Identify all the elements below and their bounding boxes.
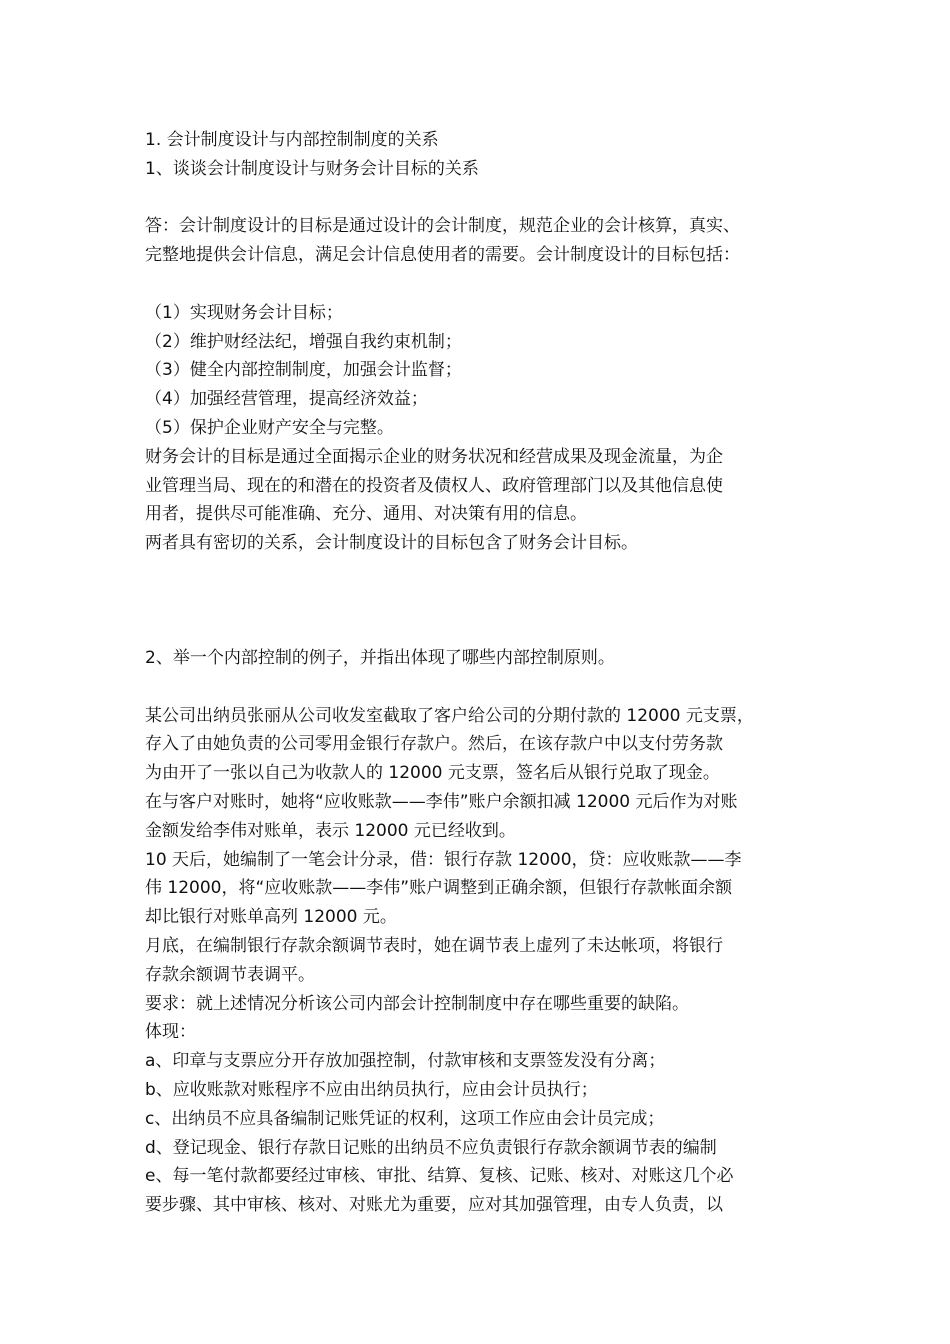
- paragraph-line: 要求：就上述情况分析该公司内部会计控制制度中存在哪些重要的缺陷。: [145, 993, 689, 1014]
- spacer: [145, 184, 825, 213]
- list-item: e、每一笔付款都要经过审核、审批、结算、复核、记账、核对、对账这几个必: [145, 1166, 734, 1187]
- section-heading: 1. 会计制度设计与内部控制制度的关系: [145, 130, 439, 150]
- question-1-answer: [145, 212, 825, 270]
- list-item: a、印章与支票应分开存放加强控制，付款审核和支票签发没有分离；: [145, 1051, 666, 1072]
- paragraph-line: 伟 12000，将“应收账款——李伟”账户调整到正确余额，但银行存款帐面余额: [145, 878, 733, 899]
- paragraph-line: 存入了由她负责的公司零用金银行存款户。然后，在该存款户中以支付劳务款: [145, 734, 723, 755]
- list-item: b、应收账款对账程序不应由出纳员执行，应由会计员执行；: [145, 1079, 598, 1100]
- list-item: （5）保护企业财产安全与完整。: [145, 417, 394, 438]
- paragraph-line: 存款余额调节表调平。: [145, 964, 315, 985]
- question-2-title: 2、举一个内部控制的例子，并指出体现了哪些内部控制原则。: [145, 647, 615, 668]
- paragraph-line: 完整地提供会计信息，满足会计信息使用者的需要。会计制度设计的目标包括：: [145, 245, 740, 266]
- paragraph-line: 财务会计的目标是通过全面揭示企业的财务状况和经营成果及现金流量，为企: [145, 446, 723, 467]
- paragraph-line: 为由开了一张以自己为收款人的 12000 元支票，签名后从银行兑取了现金。: [145, 763, 720, 784]
- question-1-title: 1、谈谈会计制度设计与财务会计目标的关系: [145, 158, 479, 179]
- list-item: 要步骤、其中审核、核对、对账尤为重要，应对其加强管理，由专人负责，以: [145, 1195, 723, 1216]
- spacer: [145, 673, 825, 702]
- paragraph-line: 10 天后，她编制了一笔会计分录，借：银行存款 12000，贷：应收账款——李: [145, 849, 742, 870]
- list-item: （4）加强经营管理，提高经济效益；: [145, 389, 428, 410]
- paragraph-line: 体现：: [145, 1022, 196, 1043]
- paragraph-line: 答：会计制度设计的目标是通过设计的会计制度，规范企业的会计核算，真实、: [145, 216, 740, 237]
- spacer: [145, 270, 825, 299]
- paragraph-line: 金额发给李伟对账单，表示 12000 元已经收到。: [145, 820, 516, 841]
- paragraph-line: 两者具有密切的关系，会计制度设计的目标包含了财务会计目标。: [145, 533, 638, 554]
- paragraph-line: 在与客户对账时，她将“应收账款——李伟”账户余额扣减 12000 元后作为对账: [145, 791, 738, 812]
- list-item: （3）健全内部控制制度，加强会计监督；: [145, 360, 462, 381]
- document-page: [145, 126, 825, 1220]
- spacer: [145, 558, 825, 644]
- paragraph-line: 业管理当局、现在的和潜在的投资者及债权人、政府管理部门以及其他信息使: [145, 475, 723, 496]
- goals-list: [145, 299, 825, 443]
- list-item: c、出纳员不应具备编制记账凭证的权利，这项工作应由会计员完成；: [145, 1108, 665, 1129]
- question-2-case: [145, 702, 825, 1220]
- list-item: （2）维护财经法纪，增强自我约束机制；: [145, 331, 462, 352]
- list-item: （1）实现财务会计目标；: [145, 302, 343, 323]
- paragraph-line: 用者，提供尽可能准确、充分、通用、对决策有用的信息。: [145, 504, 587, 525]
- question-1-conclusion: [145, 443, 825, 558]
- paragraph-line: 却比银行对账单高列 12000 元。: [145, 907, 397, 928]
- paragraph-line: 某公司出纳员张丽从公司收发室截取了客户给公司的分期付款的 12000 元支票，: [145, 705, 754, 726]
- paragraph-line: 月底，在编制银行存款余额调节表时，她在调节表上虚列了未达帐项，将银行: [145, 935, 723, 956]
- list-item: d、登记现金、银行存款日记账的出纳员不应负责银行存款余额调节表的编制: [145, 1137, 717, 1158]
